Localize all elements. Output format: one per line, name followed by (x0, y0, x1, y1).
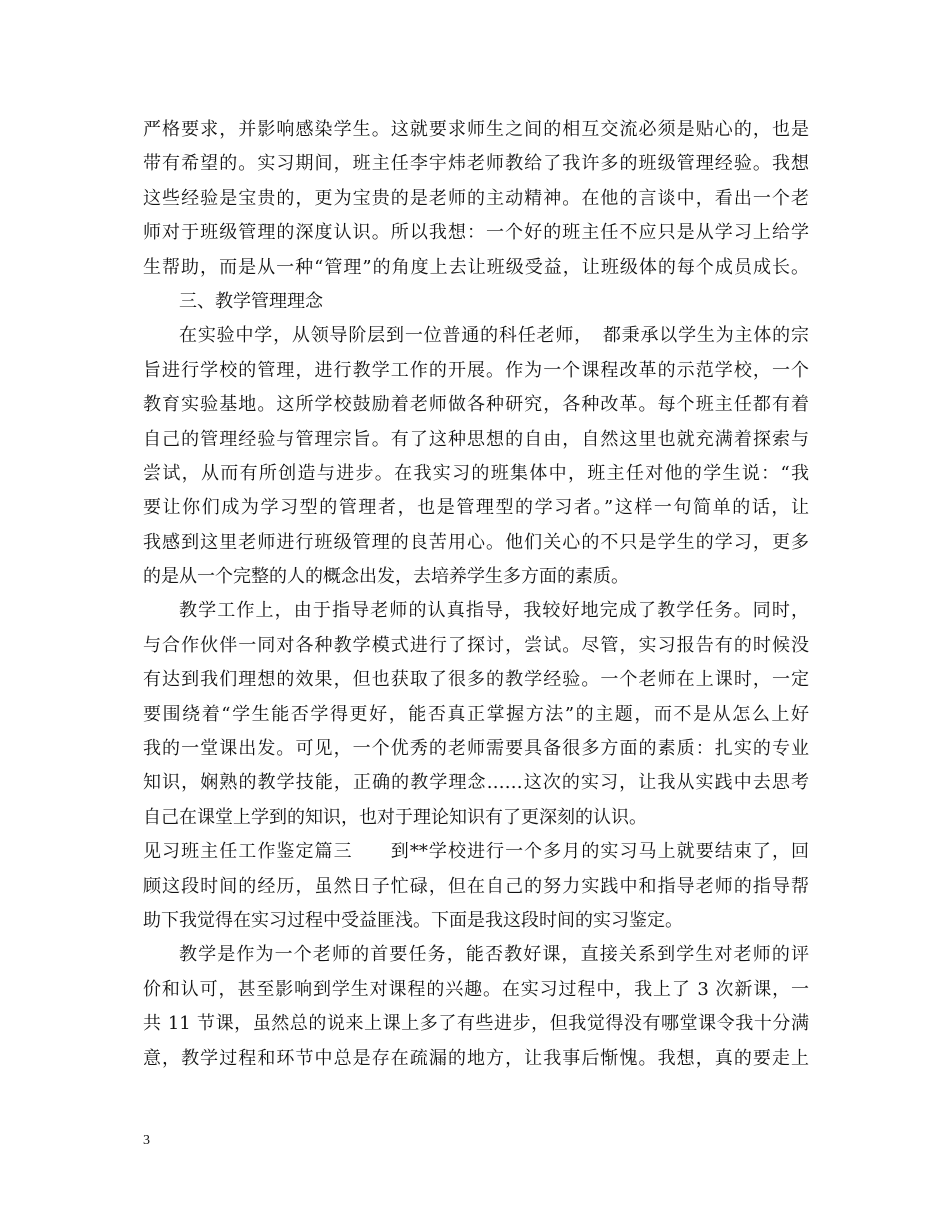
text-line: 见习班主任工作鉴定篇三 到**学校进行一个多月的实习马上就要结束了，回 (143, 841, 809, 863)
text-line: 顾这段时间的经历，虽然日子忙碌，但在自己的努力实践中和指导老师的指导帮 (143, 875, 809, 897)
text-line: 有达到我们理想的效果，但也获取了很多的教学经验。一个老师在上课时，一定 (143, 669, 809, 691)
text-line: 知识，娴熟的教学技能，正确的教学理念……这次的实习，让我从实践中去思考 (143, 772, 809, 794)
text-line: 自己的管理经验与管理宗旨。有了这种思想的自由，自然这里也就充满着探索与 (143, 428, 809, 450)
text-line: 助下我觉得在实习过程中受益匪浅。下面是我这段时间的实习鉴定。 (143, 909, 683, 931)
text-line: 旨进行学校的管理，进行教学工作的开展。作为一个课程改革的示范学校，一个 (143, 359, 809, 381)
text-line: 这些经验是宝贵的，更为宝贵的是老师的主动精神。在他的言谈中，看出一个老 (143, 187, 809, 209)
text-line: 自己在课堂上学到的知识，也对于理论知识有了更深刻的认识。 (143, 806, 647, 828)
page-number: 3 (143, 1133, 150, 1148)
text-line: 意，教学过程和环节中总是存在疏漏的地方，让我事后惭愧。我想，真的要走上 (143, 1047, 809, 1069)
document-body (143, 113, 809, 1076)
text-line: 在实验中学，从领导阶层到一位普通的科任老师， 都秉承以学生为主体的宗 (179, 325, 809, 347)
text-line: 教学是作为一个老师的首要任务，能否教好课，直接关系到学生对老师的评 (179, 944, 809, 966)
text-line: 我感到这里老师进行班级管理的良苦用心。他们关心的不只是学生的学习，更多 (143, 531, 809, 553)
text-line: 价和认可，甚至影响到学生对课程的兴趣。在实习过程中，我上了 3 次新课，一 (143, 978, 809, 1000)
text-line: 的是从一个完整的人的概念出发，去培养学生多方面的素质。 (143, 566, 629, 588)
text-line: 尝试，从而有所创造与进步。在我实习的班集体中，班主任对他的学生说：“我 (143, 462, 809, 484)
text-line: 教育实验基地。这所学校鼓励着老师做各种研究，各种改革。每个班主任都有着 (143, 394, 809, 416)
text-line: 严格要求，并影响感染学生。这就要求师生之间的相互交流必须是贴心的，也是 (143, 119, 809, 140)
text-line: 生帮助，而是从一种“管理”的角度上去让班级受益，让班级体的每个成员成长。 (143, 256, 809, 278)
text-line: 我的一堂课出发。可见，一个优秀的老师需要具备很多方面的素质：扎实的专业 (143, 738, 809, 760)
text-line: 与合作伙伴一同对各种教学模式进行了探讨，尝试。尽管，实习报告有的时候没 (143, 634, 809, 656)
text-line: 师对于班级管理的深度认识。所以我想：一个好的班主任不应只是从学习上给学 (143, 222, 809, 244)
text-line: 教学工作上，由于指导老师的认真指导，我较好地完成了教学任务。同时， (179, 600, 809, 622)
text-line: 带有希望的。实习期间，班主任李宇炜老师教给了我许多的班级管理经验。我想 (143, 153, 809, 175)
text-line: 三、教学管理理念 (179, 290, 323, 312)
text-line: 要围绕着“学生能否学得更好，能否真正掌握方法”的主题，而不是从怎么上好 (143, 703, 809, 725)
text-line: 要让你们成为学习型的管理者，也是管理型的学习者。”这样一句简单的话，让 (143, 497, 809, 519)
text-line: 共 11 节课，虽然总的说来上课上多了有些进步，但我觉得没有哪堂课令我十分满 (143, 1013, 809, 1035)
